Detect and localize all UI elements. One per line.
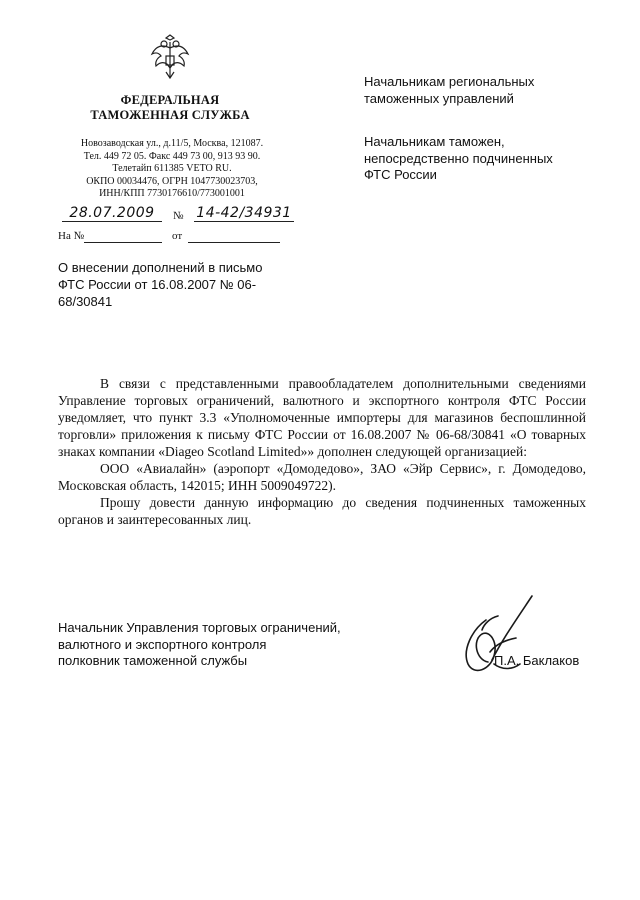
ref-number-blank [84,242,162,243]
addressee-line: ФТС России [364,167,437,182]
addressee-line: Начальникам таможен, [364,134,505,149]
addressee-line: таможенных управлений [364,90,514,106]
contact-line: ИНН/КПП 7730176610/773001001 [99,188,245,200]
date-number-line [58,205,298,227]
org-line-2: ТАМОЖЕННАЯ СЛУЖБА [90,108,250,122]
reference-line [58,230,288,248]
signatory-name: П.А. Баклаков [494,653,580,668]
number-label: № [173,210,184,222]
ref-date-label: от [172,230,183,242]
contact-line: Новозаводская ул., д.11/5, Москва, 121087. [80,138,264,149]
subject-line: ФТС России от 16.08.2007 № 06- [58,277,257,292]
addressee-line: непосредственно подчиненных [364,150,553,166]
letter-date: 28.07.2009 [62,205,162,222]
addressee-regional [364,74,604,107]
letter-body [58,375,586,528]
body-paragraph: В связи с представленными правообладателем дополнительными сведениями Управление торговых ограничений, валютного и экспортного контроля ФТС России уведомляет, что пункт 3.3 «Уполномоченные импортеры для магазинов беспошлинной торговли» приложения к письму ФТС России от 16.08.2007 № 06-68/30841 «О товарных знаках компании «Diageo Scotland Limited»» дополнен следующей организацией: [58,376,586,459]
body-paragraph: ООО «Авиалайн» (аэропорт «Домодедово», ЗАО «Эйр Сервис», г. Домодедово, Московская область, 142015; ИНН 5009049722). [58,461,586,493]
subject-line: 68/30841 [58,294,113,309]
body-paragraph: Прошу довести данную информацию до сведения подчиненных таможенных органов и заинтересованных лиц. [58,495,586,527]
ref-number-label: На № [58,230,85,242]
signatory-title-line: валютного и экспортного контроля [58,636,267,652]
contact-line: ОКПО 00034476, ОГРН 1047730023703, [86,175,258,187]
contact-line: Телетайп 611385 VETO RU. [112,163,232,175]
signatory-title-line: полковник таможенной службы [58,653,248,668]
organization-name [80,93,260,123]
subject-line: О внесении дополнений в письмо [58,260,263,275]
coat-of-arms-icon [148,34,192,84]
addressee-line: Начальникам региональных [364,74,535,89]
org-line-1: ФЕДЕРАЛЬНАЯ [120,93,220,107]
letter-number: 14-42/34931 [194,205,294,222]
contact-line: Тел. 449 72 05. Факс 449 73 00, 913 93 90. [83,150,261,162]
signatory-title-line: Начальник Управления торговых ограничений, [58,620,341,635]
ref-date-blank [188,242,280,243]
contact-details [58,138,286,201]
addressee-customs [364,134,604,184]
letter-subject [58,259,278,310]
signatory-title [58,620,388,670]
handwritten-signature [432,590,552,690]
